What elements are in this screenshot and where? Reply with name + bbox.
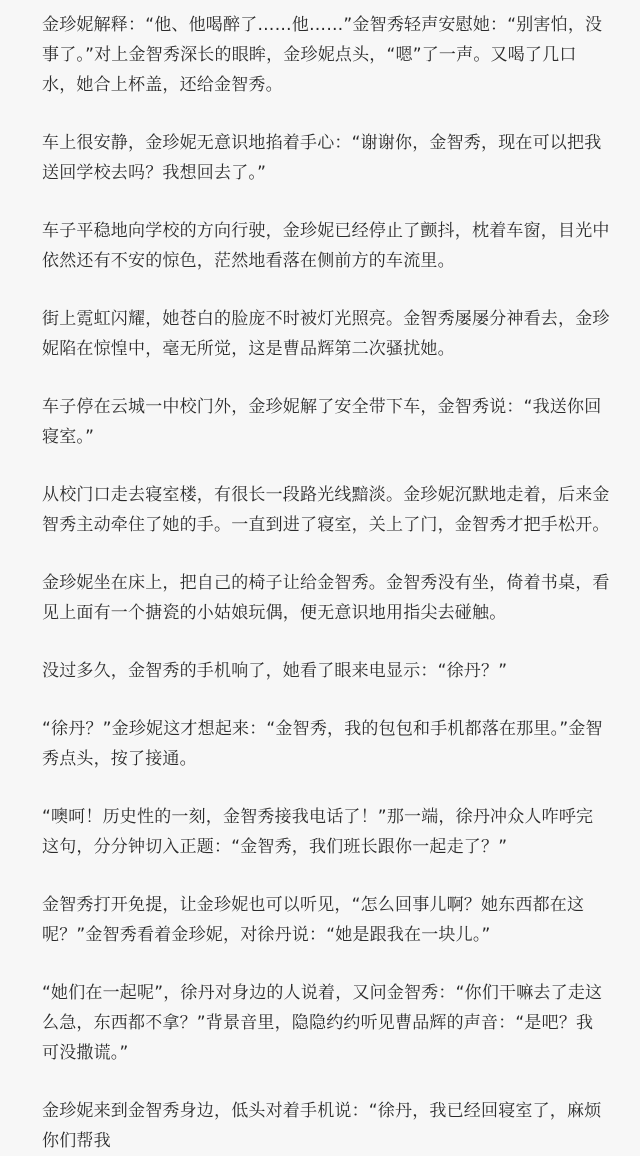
paragraph: “她们在一起呢”，徐丹对身边的人说着，又问金智秀：“你们干嘛去了走这么急，东西都不拿？”背景音里，隐隐约约听见曹品辉的声音：“是吧？我可没撒谎。” [42, 983, 603, 1063]
paragraph: 从校门口走去寝室楼，有很长一段路光线黯淡。金珍妮沉默地走着，后来金智秀主动牵住了她的手。一直到进了寝室，关上了门，金智秀才把手松开。 [42, 485, 610, 535]
paragraph: 金珍妮坐在床上，把自己的椅子让给金智秀。金智秀没有坐，倚着书桌，看见上面有一个搪瓷的小姑娘玩偶，便无意识地用指尖去碰触。 [42, 573, 610, 623]
paragraph: 车子平稳地向学校的方向行驶，金珍妮已经停止了颤抖，枕着车窗，目光中依然还有不安的惊色，茫然地看落在侧前方的车流里。 [42, 221, 610, 271]
paragraph: 金珍妮来到金智秀身边，低头对着手机说：“徐丹，我已经回寝室了，麻烦你们帮我 [42, 1101, 602, 1151]
paragraph: “噢呵！历史性的一刻，金智秀接我电话了！”那一端，徐丹冲众人咋呼完这句，分分钟切入正题：“金智秀，我们班长跟你一起走了？” [42, 807, 594, 857]
paragraph: 车上很安静，金珍妮无意识地掐着手心：“谢谢你，金智秀，现在可以把我送回学校去吗？我想回去了。” [42, 133, 602, 183]
paragraph: 街上霓虹闪耀，她苍白的脸庞不时被灯光照亮。金智秀屡屡分神看去，金珍妮陷在惊惶中，毫无所觉，这是曹品辉第二次骚扰她。 [42, 309, 610, 359]
paragraph: 金智秀打开免提，让金珍妮也可以听见，“怎么回事儿啊？她东西都在这呢？”金智秀看着金珍妮，对徐丹说：“她是跟我在一块儿。” [42, 895, 585, 945]
paragraph: 没过多久，金智秀的手机响了，她看了眼来电显示：“徐丹？” [42, 661, 508, 681]
paragraph: 车子停在云城一中校门外，金珍妮解了安全带下车，金智秀说：“我送你回寝室。” [42, 397, 602, 447]
paragraph: “徐丹？”金珍妮这才想起来：“金智秀，我的包包和手机都落在那里。”金智秀点头，按了接通。 [42, 719, 603, 769]
paragraph: 金珍妮解释：“他、他喝醉了……他……”金智秀轻声安慰她：“别害怕，没事了。”对上金智秀深长的眼眸，金珍妮点头，“嗯”了一声。又喝了几口水，她合上杯盖，还给金智秀。 [42, 15, 603, 95]
